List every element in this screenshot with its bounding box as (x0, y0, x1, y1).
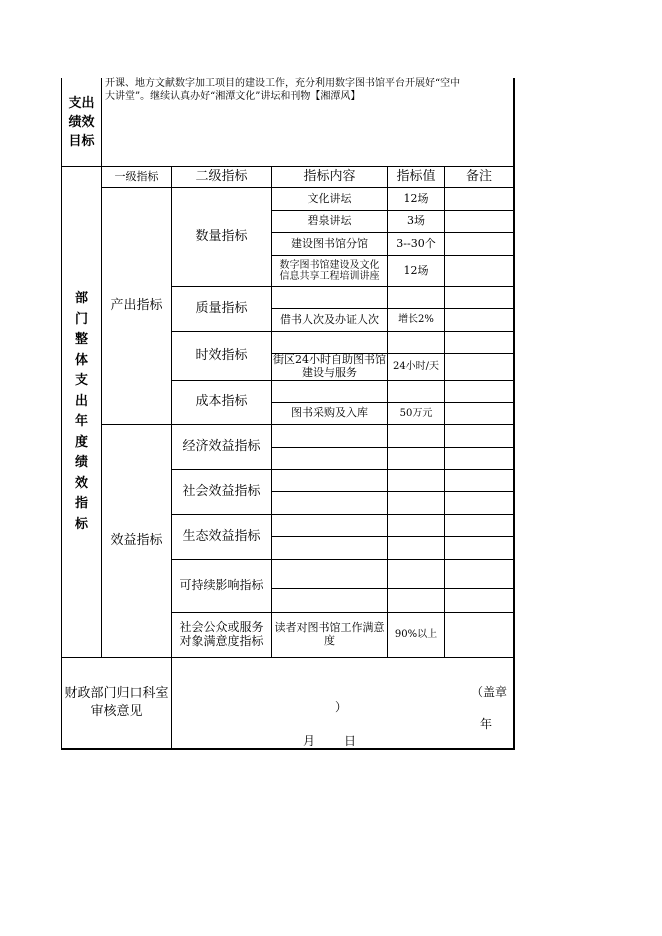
level2-quantity: 数量指标 (195, 228, 248, 244)
side-label-char: 门 (74, 311, 88, 327)
level2-satisfaction: 社会公众或服务 对象满意度指标 (179, 620, 264, 648)
value-branch: 3--30个 (396, 236, 436, 250)
level2-economic: 经济效益指标 (182, 438, 261, 454)
side-label-char: 整 (74, 332, 88, 347)
level2-cost: 成本指标 (195, 394, 248, 410)
side-label-char: 度 (74, 434, 88, 450)
side-label-char: 部 (74, 291, 88, 306)
content-digital: 数字图书馆建设及文化 信息共享工程培训讲座 (279, 259, 380, 282)
finance-label: 财政部门归口科室 审核意见 (64, 686, 169, 719)
content-branch: 建设图书馆分馆 (291, 236, 368, 250)
header-content: 指标内容 (303, 168, 356, 184)
goal-label: 支出 绩效 目标 (68, 95, 95, 149)
seal-open: （盖章 (470, 685, 507, 700)
header-remark: 备注 (465, 168, 492, 184)
value-biquan: 3场 (407, 214, 425, 228)
side-label-char: 绩 (74, 455, 88, 470)
content-selfservice: 街区24小时自助图书馆 建设与服务 (273, 353, 386, 379)
header-value: 指标值 (396, 168, 436, 184)
side-label (62, 167, 101, 657)
side-label-char: 支 (74, 373, 88, 388)
value-satisfaction: 90%以上 (394, 629, 438, 641)
side-label-char: 效 (74, 475, 88, 491)
header-level1: 一级指标 (114, 169, 159, 183)
seal-close: ） (334, 700, 347, 715)
goal-intro-line2: 大讲堂”。继续认真办好“湘潭文化”讲坛和刊物【湘潭风】 (105, 91, 361, 102)
level1-benefit: 效益指标 (110, 532, 163, 548)
value-lecture: 12场 (403, 191, 429, 205)
level2-quality: 质量指标 (195, 300, 248, 316)
level2-timeliness: 时效指标 (195, 347, 248, 363)
content-lecture: 文化讲坛 (307, 191, 352, 205)
content-satisfaction: 读者对图书馆工作满意 度 (274, 621, 385, 647)
content-borrow: 借书人次及办证人次 (280, 312, 379, 326)
side-label-char: 年 (74, 414, 88, 429)
side-label-char: 指 (74, 496, 88, 511)
level2-sustainable: 可持续影响指标 (179, 578, 264, 593)
year-label: 年 (479, 717, 492, 732)
value-borrow: 增长2% (398, 314, 434, 326)
goal-intro-line1: 开课、地方文献数字加工项目的建设工作，充分利用数字图书馆平台开展好“空中 (105, 78, 461, 89)
level2-social: 社会效益指标 (182, 483, 261, 499)
month-label: 月 (302, 734, 315, 749)
value-purchase: 50万元 (399, 407, 433, 419)
side-label-char: 体 (74, 352, 88, 368)
value-selfservice: 24小时/天 (392, 361, 440, 373)
content-purchase: 图书采购及入库 (291, 406, 368, 420)
content-biquan: 碧泉讲坛 (307, 214, 352, 228)
value-digital: 12场 (403, 263, 429, 277)
side-label-char: 出 (74, 393, 88, 409)
goal-description (105, 77, 513, 107)
header-level2: 二级指标 (195, 168, 248, 184)
day-label: 日 (343, 734, 356, 749)
side-label-char: 标 (74, 516, 88, 532)
level2-ecological: 生态效益指标 (182, 528, 261, 544)
level1-output: 产出指标 (110, 297, 163, 313)
